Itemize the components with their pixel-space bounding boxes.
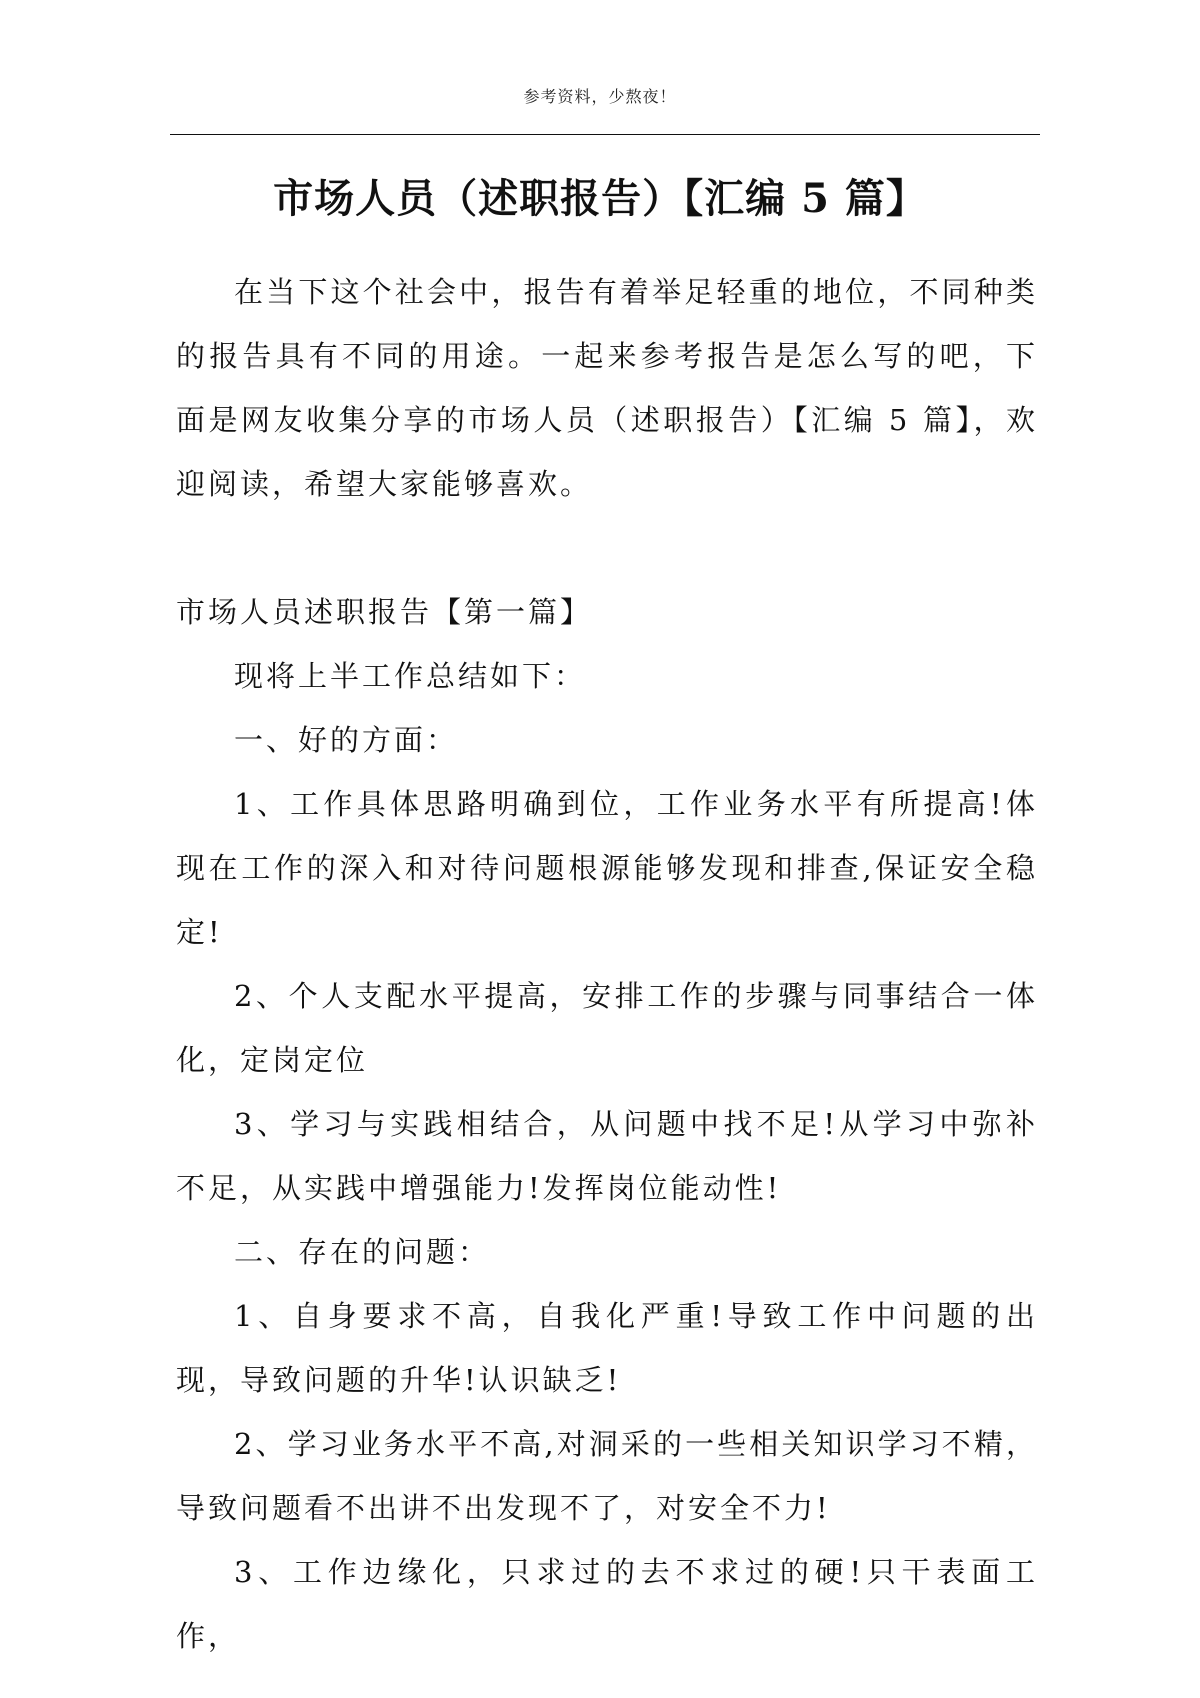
body-paragraph: 现将上半工作总结如下： xyxy=(234,659,587,693)
intro-paragraph: 在当下这个社会中，报告有着举足轻重的地位，不同种类的报告具有不同的用途。一起来参考报告是怎么写的吧，下面是网友收集分享的市场人员（述职报告）【汇编 5 篇】，欢迎阅读，希望大家能够喜欢。 xyxy=(176,275,1038,501)
document-title: 市场人员（述职报告）【汇编 5 篇】 xyxy=(273,174,927,222)
section-title: 市场人员述职报告【第一篇】 xyxy=(176,595,593,629)
body-paragraph: 2、个人支配水平提高，安排工作的步骤与同事结合一体化，定岗定位 xyxy=(176,979,1038,1077)
body-paragraph: 1、工作具体思路明确到位，工作业务水平有所提高!体现在工作的深入和对待问题根源能够发现和排查,保证安全稳定! xyxy=(176,787,1038,949)
body-paragraph: 3、学习与实践相结合，从问题中找不足!从学习中弥补不足，从实践中增强能力!发挥岗位能动性! xyxy=(176,1107,1038,1205)
document-body xyxy=(176,260,1038,1668)
body-paragraph: 一、好的方面： xyxy=(234,723,459,757)
header-divider xyxy=(170,134,1040,135)
header-note: 参考资料，少熬夜！ xyxy=(523,87,677,106)
body-paragraph: 二、存在的问题： xyxy=(234,1235,491,1269)
body-paragraph: 1、自身要求不高，自我化严重!导致工作中问题的出现，导致问题的升华!认识缺乏! xyxy=(176,1299,1038,1397)
body-paragraph: 3、工作边缘化，只求过的去不求过的硬!只干表面工作， xyxy=(176,1555,1038,1653)
body-paragraph: 2、学习业务水平不高,对洞采的一些相关知识学习不精，导致问题看不出讲不出发现不了，对安全不力! xyxy=(176,1427,1038,1525)
